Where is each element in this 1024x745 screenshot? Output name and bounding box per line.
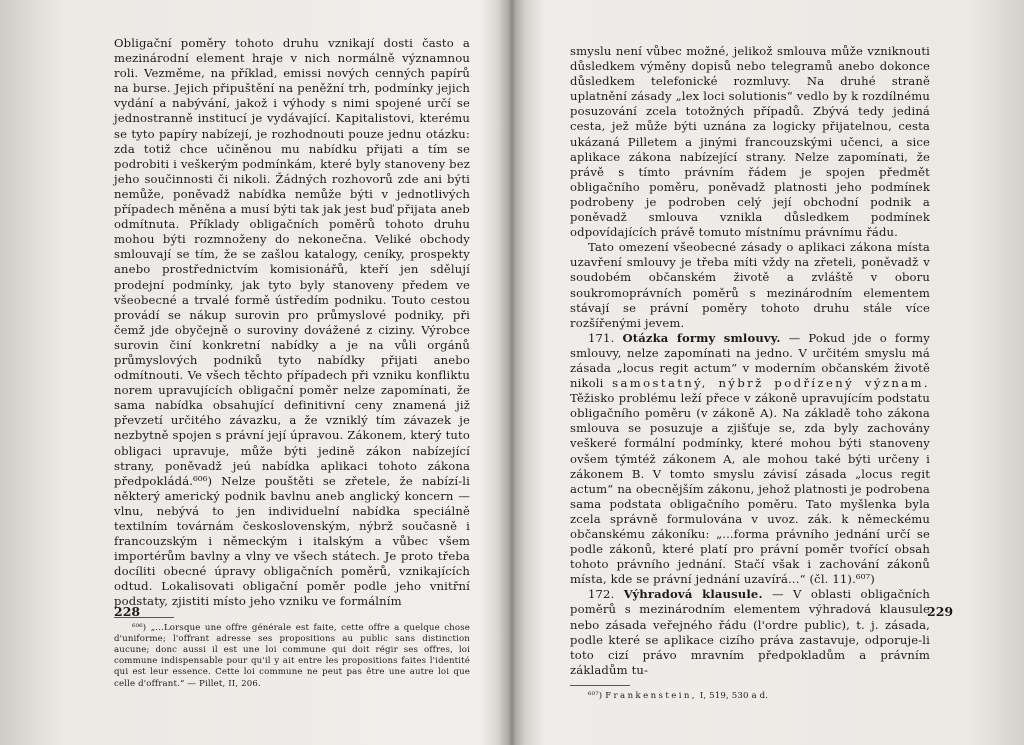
- right-footnote-reference: I, 519, 530 a d.: [699, 690, 769, 701]
- right-footnote-author: Frankenstein,: [605, 690, 697, 701]
- right-page-text: [570, 44, 930, 702]
- page-number-right: 229: [927, 604, 954, 619]
- page-number-left: 228: [114, 604, 141, 619]
- right-paragraph-2: Tato omezení všeobecné zásady o aplikaci zákona místa uzavření smlouvy je třeba míti vždy na zřeteli, poněvadž v soudobém občanském životě a zvláště v oboru soukromoprávních poměrů s mezinárodním elementem stávají se právní poměry tohoto druhu stále více rozšířenými jevem.: [570, 240, 930, 330]
- right-paragraph-continued: smyslu není vůbec možné, jelikož smlouva může vzniknouti důsledkem výměny dopisů nebo telegramů anebo dokonce důsledkem telefonické rozmluvy. Na druhé straně uplatnění zásady „lex loci solutionis“ vedlo by k rozdílnému posuzování zcela totožných případů. Zbývá tedy jediná cesta, jež může býti uznána za logicky přijatelnou, cesta ukázaná Pilletem a jinými francouzskými učenci, a sice aplikace zákona nabízející strany. Nelze zapomínati, že právě s tímto právním řádem je spojen předmět obligačního poměru, poněvadž platnosti jeho podmínek podrobeny je podroben celý její obchodní podnik a poněvadž smlouva vznikla důsledkem podmínek odpovídajících právě tomuto místnímu právnímu řádu.: [570, 44, 930, 240]
- section-171-text-b: Těžisko problému leží přece v zákoně upravujícím podstatu obligačního poměru (v zákoně A). Na základě toho zákona smlouva se posuzuje a zjišťuje se, zda byly zachovány veškeré formální podmínky, které mohou býti stanoveny ovšem týmtéž zákonem A, ale mohou také býti určeny i zákonem B. V tomto smyslu závisí zásada „locus regit actum“ na obecnějším zákonu, jehož platnosti je podrobena sama podstata obligačního poměru. Tato myšlenka byla zcela správně formulována v uvoz. zák. k německému občanskému zákoníku: „...forma právního jednání určí se podle zákonů, které platí pro právní poměr tvořící obsah tohoto právního jednání. Stačí však i zachování zákonů místa, kde se právní jednání uzavírá...“ (čl. 11).⁶⁰⁷): [570, 391, 930, 587]
- left-footnote: ⁶⁰⁶) „...Lorsque une offre générale est faite, cette offre a quelque chose d'uniforme; l'offrant adresse ses propositions au public sans distinction aucune; donc aussi il est une loi commune qui doit régir ses offres, loi commune indispensable pour qu'il y ait entre les propositions faites l'identité qui est leur essence. Cette loi commune ne peut pas être une autre loi que celle d'offrant.“ — Pillet, II, 206.: [114, 622, 470, 689]
- section-172-heading: Výhradová klausule.: [623, 587, 763, 602]
- section-172-text: — V oblasti obligačních poměrů s mezinárodním elementem výhradová klausule nebo zásada veřejného řádu (l'ordre public), t. j. zásada, podle které se aplikace cizího práva zastavuje, odporuje-li toto cizí právo mravním předpokladům a právním základům tu-: [570, 587, 930, 677]
- right-page: [512, 0, 1024, 745]
- book-gutter: [498, 0, 526, 745]
- left-paragraph: Obligační poměry tohoto druhu vznikají dosti často a mezinárodní element hraje v nich normálně významnou roli. Vezměme, na příklad, emissi nových cenných papírů na burse. Jejich připuštění na peněžní trh, podmínky jejich vydání a nabývání, jakož i výhody s nimi spojené určí se jednostranně institucí je vydávající. Kapitalistovi, kterému se tyto papíry nabízejí, je rozhodnouti pouze jednu otázku: zda totiž chce učiněnou mu nabídku přijati a tím se podrobiti i veškerým podmínkám, které byly stanoveny bez jeho součinnosti či nikoli. Žádných rozhovorů zde ani býti nemůže, poněvadž nabídka nemůže býti v jednotlivých případech měněna a musí býti tak jak jest buď přijata aneb odmítnuta. Příklady obligačních poměrů tohoto druhu mohou býti rozmnoženy do nekonečna. Veliké obchody smlouvají se tím, že se zašlou katalogy, ceníky, prospekty anebo prostřednictvím komisionářů, kteří jen sdělují prodejní podmínky, jak tyto byly stanoveny předem ve všeobecné a trvalé formě ústředím podniku. Touto cestou provádí se nákup surovin pro průmyslové podniky, při čemž jde obyčejně o suroviny dovážené z ciziny. Výrobce surovin činí konkretní nabídky a je na vůli orgánů průmyslových podniků tyto nabídky přijati anebo odmítnouti. Ve všech těchto případech při vzniku konfliktu norem upravujících obligační poměr nelze zapomínati, že sama nabídka obsahující definitivní ceny znamená již převzetí určitého závazku, a že vzniklý tím závazek je nezbytně spojen s právní její úpravou. Zákonem, který tuto obligaci upravuje, může býti jedině zákon nabízející strany, poněvadž jeú nabídka aplikaci tohoto zákona předpokládá.⁶⁰⁶) Nelze pouštěti se zřetele, že nabízí-li některý americký podnik bavlnu aneb anglický koncern — vlnu, nebývá to jen individuelní nabídka speciálně textilním továrnám československým, nýbrž současně i francouzským i německým i italským a vůbec všem importérům bavlny a vlny ve všech státech. Je proto třeba docíliti obecné úpravy obligačních poměrů, vznikajících odtud. Lokalisovati obligační poměr podle jeho vnitřní podstaty, zjistiti místo jeho vzniku ve formálním: [114, 36, 470, 609]
- section-171-text-a: — Pokud jde o formy smlouvy, nelze zapomínati na jedno. V určitém smyslu má zásada „locus regit actum“ v moderním občanském životě nikoli: [570, 330, 930, 391]
- section-172: [570, 587, 930, 678]
- section-171-number: 171.: [588, 330, 615, 345]
- section-171-spaced-text: samostatný, nýbrž podřízený význam.: [612, 376, 930, 391]
- footnote-rule: [570, 685, 630, 686]
- section-171-heading: Otázka formy smlouvy.: [622, 330, 781, 345]
- right-footnote-number: ⁶⁰⁷): [588, 690, 603, 701]
- right-footnote: [570, 691, 930, 702]
- section-172-number: 172.: [588, 587, 615, 602]
- left-page-text: [114, 36, 470, 690]
- section-171: [570, 331, 930, 588]
